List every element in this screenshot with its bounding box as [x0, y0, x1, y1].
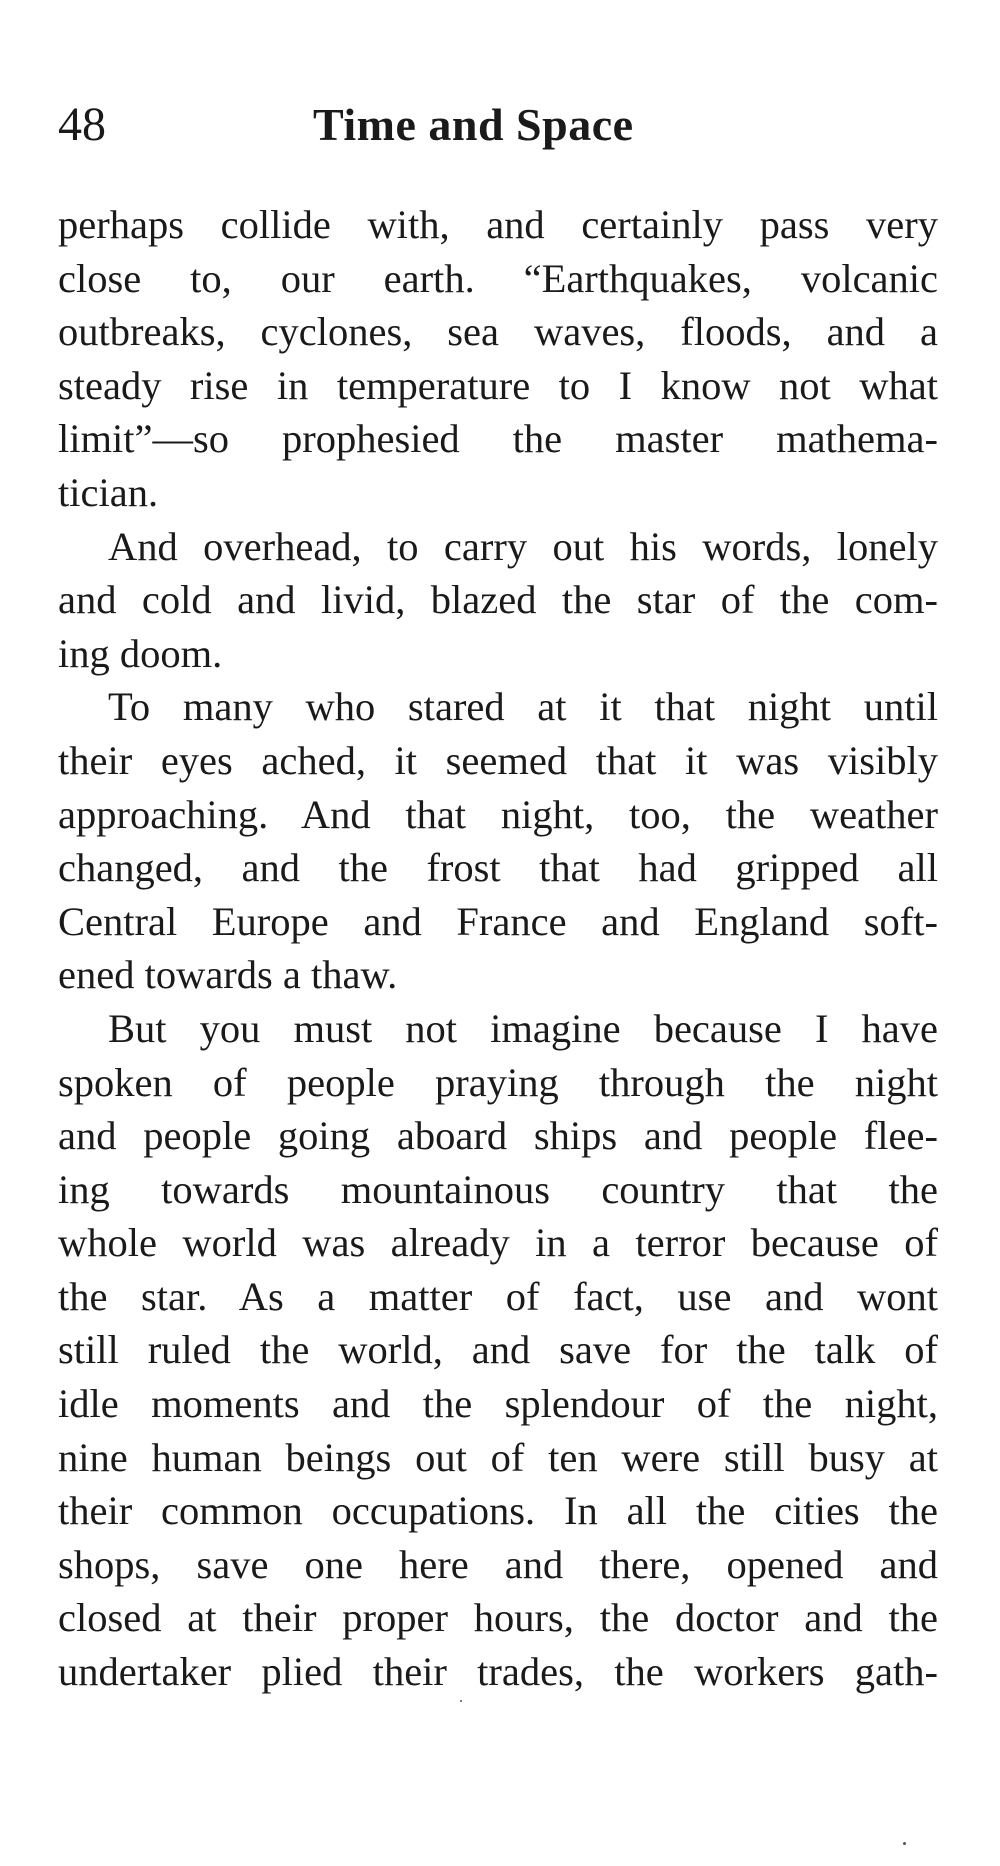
text-line: whole world was already in a terror because of — [58, 1220, 938, 1266]
text-line: and cold and livid, blazed the star of the com- — [58, 577, 938, 623]
text-line: still ruled the world, and save for the talk of — [58, 1327, 938, 1373]
text-line: limit”—so prophesied the master mathema- — [58, 416, 938, 462]
text-line: approaching. And that night, too, the weather — [58, 791, 938, 837]
page-number: 48 — [58, 98, 106, 151]
body-text — [58, 198, 938, 1699]
text-line: closed at their proper hours, the doctor and the — [58, 1595, 938, 1641]
text-line: nine human beings out of ten were still busy at — [58, 1434, 938, 1480]
text-line: and people going aboard ships and people flee- — [58, 1113, 938, 1159]
text-line: ing doom. — [58, 630, 223, 676]
text-line: tician. — [58, 469, 159, 515]
text-line: But you must not imagine because I have — [108, 1005, 938, 1051]
text-line: shops, save one here and there, opened and — [58, 1541, 938, 1587]
running-head — [58, 95, 938, 155]
print-speck — [903, 1842, 906, 1845]
paragraph-3 — [58, 680, 938, 1002]
text-line: changed, and the frost that had gripped all — [58, 845, 938, 891]
running-title: Time and Space — [313, 99, 634, 150]
paragraph-1 — [58, 198, 938, 520]
text-line: Central Europe and France and England soft- — [58, 898, 938, 944]
text-line: And overhead, to carry out his words, lonely — [108, 523, 938, 569]
text-line: outbreaks, cyclones, sea waves, floods, and a — [58, 309, 938, 355]
text-line: steady rise in temperature to I know not what — [58, 362, 938, 408]
text-line: spoken of people praying through the night — [58, 1059, 938, 1105]
text-line: close to, our earth. “Earthquakes, volcanic — [58, 255, 938, 301]
text-line: To many who stared at it that night until — [108, 684, 938, 730]
text-line: ing towards mountainous country that the — [58, 1166, 938, 1212]
paragraph-4 — [58, 1002, 938, 1699]
text-line: undertaker plied their trades, the workers gath- — [58, 1649, 938, 1695]
text-line: the star. As a matter of fact, use and wont — [58, 1273, 938, 1319]
text-line: their common occupations. In all the cities the — [58, 1488, 938, 1534]
text-line: ened towards a thaw. — [58, 952, 398, 998]
text-line: their eyes ached, it seemed that it was visibly — [58, 737, 938, 783]
text-line: perhaps collide with, and certainly pass very — [58, 202, 938, 247]
paragraph-2 — [58, 520, 938, 681]
text-line: idle moments and the splendour of the night, — [58, 1381, 938, 1427]
print-speck — [460, 1700, 462, 1702]
